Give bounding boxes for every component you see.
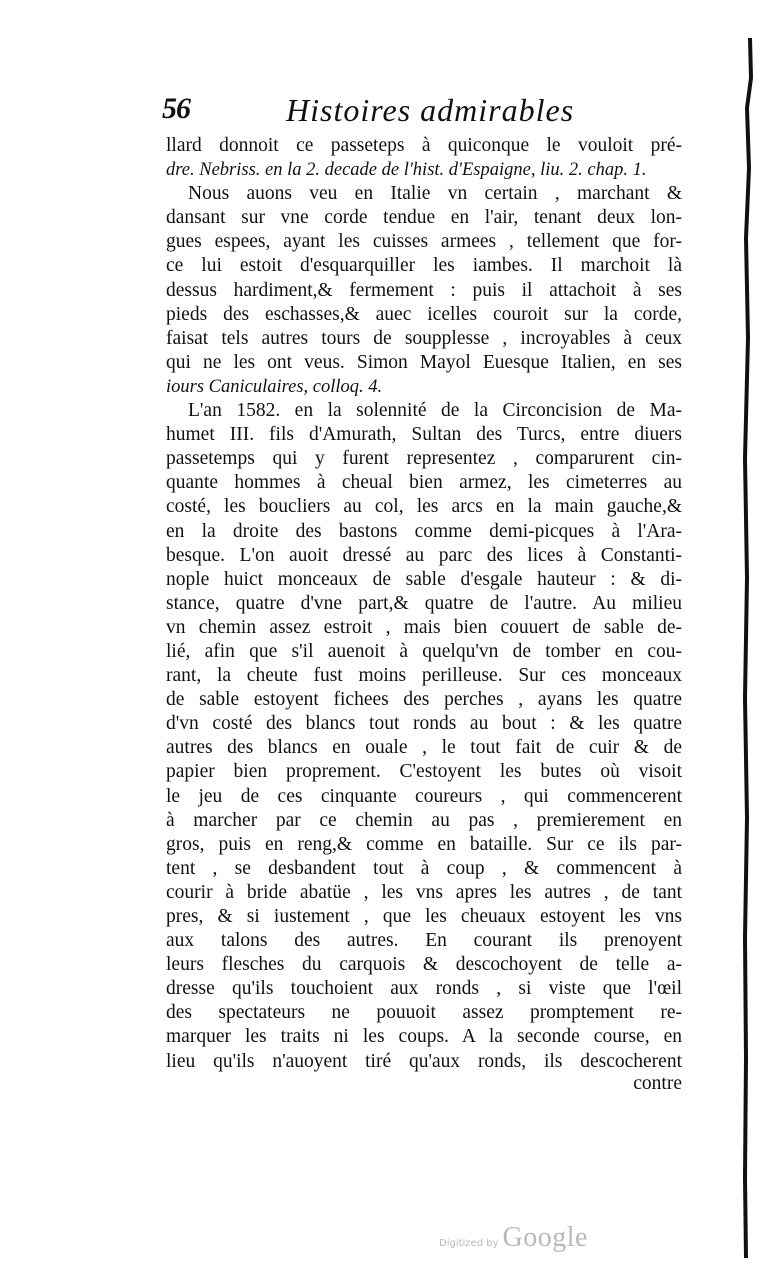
text-line: ce lui estoit d'esquarquiller les iambes. Il marchoit là	[166, 255, 682, 277]
citation-line: dre. Nebriss. en la 2. decade de l'hist. d'Espaigne, liu. 2. chap. 1.	[166, 160, 647, 181]
text-line: courir à bride abatüe , les vns apres les autres , de tant	[166, 881, 682, 903]
catchword: contre	[633, 1073, 682, 1094]
text-line: leurs flesches du carquois & descochoyent de telle a-	[166, 954, 682, 976]
text-line: qui ne les ont veus. Simon Mayol Euesque Italien, en ses	[166, 351, 682, 373]
citation-line: iours Caniculaires, colloq. 4.	[166, 376, 383, 397]
digitized-watermark	[439, 1222, 588, 1254]
text-line: d'vn costé des blancs tout ronds au bout : & les quatre	[166, 713, 682, 735]
body-text	[166, 134, 682, 1074]
paragraph-start-line: L'an 1582. en la solennité de la Circoncision de Ma-	[188, 400, 682, 422]
page-header	[162, 92, 682, 132]
text-line: stance, quatre d'vne part,& quatre de l'autre. Au milieu	[166, 592, 682, 614]
text-line: tent , se desbandent tout à coup , & commencent à	[166, 857, 682, 879]
text-line: dansant sur vne corde tendue en l'air, tenant deux lon-	[166, 207, 682, 229]
text-line: besque. L'on auoit dressé au parc des lices à Constanti-	[166, 544, 682, 566]
text-line: humet III. fils d'Amurath, Sultan des Turcs, entre diuers	[166, 424, 682, 446]
text-line: nople huict monceaux de sable d'esgale hauteur : & di-	[166, 568, 682, 590]
running-title: Histoires admirables	[286, 92, 575, 128]
text-line: gros, puis en reng,& comme en bataille. Sur ce ils par-	[166, 833, 682, 855]
watermark-prefix: Digitized by	[439, 1238, 499, 1249]
text-line: en la droite des bastons comme demi-picques à l'Ara-	[166, 520, 682, 542]
text-line: vn chemin assez estroit , mais bien couuert de sable de-	[166, 616, 682, 638]
text-line: à marcher par ce chemin au pas , premierement en	[166, 809, 682, 831]
text-line: dresse qu'ils touchoient aux ronds , si viste que l'œil	[166, 978, 682, 1000]
text-line: le jeu de ces cinquante coureurs , qui commencerent	[166, 785, 682, 807]
text-line: gues espees, ayant les cuisses armees , tellement que for-	[166, 231, 682, 253]
text-line: papier bien proprement. C'estoyent les butes où visoit	[166, 761, 682, 783]
page-edge-line	[741, 38, 753, 1258]
text-line: dessus hardiment,& fermement : puis il attachoit à ses	[166, 279, 682, 301]
text-line: lieu qu'ils n'auoyent tiré qu'aux ronds, ils descocherent	[166, 1050, 682, 1072]
text-line: aux talons des autres. En courant ils prenoyent	[166, 930, 682, 952]
text-line: llard donnoit ce passeteps à quiconque le vouloit pré-	[166, 135, 682, 156]
page-number: 56	[162, 92, 190, 125]
watermark-brand: Google	[502, 1222, 588, 1253]
text-line: pieds des eschasses,& auec icelles couroit sur la corde,	[166, 303, 682, 325]
text-line: quante hommes à cheual bien armez, les cimeterres au	[166, 472, 682, 494]
text-line: marquer les traits ni les coups. A la seconde course, en	[166, 1026, 682, 1048]
text-line: faisat tels autres tours de soupplesse , incroyables à ceux	[166, 327, 682, 349]
page-edge-shadow	[741, 38, 753, 1258]
text-line: de sable estoyent fichees des perches , ayans les quatre	[166, 689, 682, 711]
text-line: des spectateurs ne pouuoit assez promptement re-	[166, 1002, 682, 1024]
paragraph-start-line: Nous auons veu en Italie vn certain , marchant &	[188, 183, 682, 205]
text-line: costé, les boucliers au col, les arcs en la main gauche,&	[166, 496, 682, 518]
text-line: passetemps qui y furent representez , comparurent cin-	[166, 448, 682, 470]
text-line: pres, & si iustement , que les cheuaux estoyent les vns	[166, 906, 682, 927]
text-line: rant, la cheute fust moins perilleuse. Sur ces monceaux	[166, 665, 682, 687]
text-line: lié, afin que s'il auenoit à quelqu'vn de tomber en cou-	[166, 640, 682, 662]
text-line: autres des blancs en ouale , le tout fait de cuir & de	[166, 737, 682, 759]
